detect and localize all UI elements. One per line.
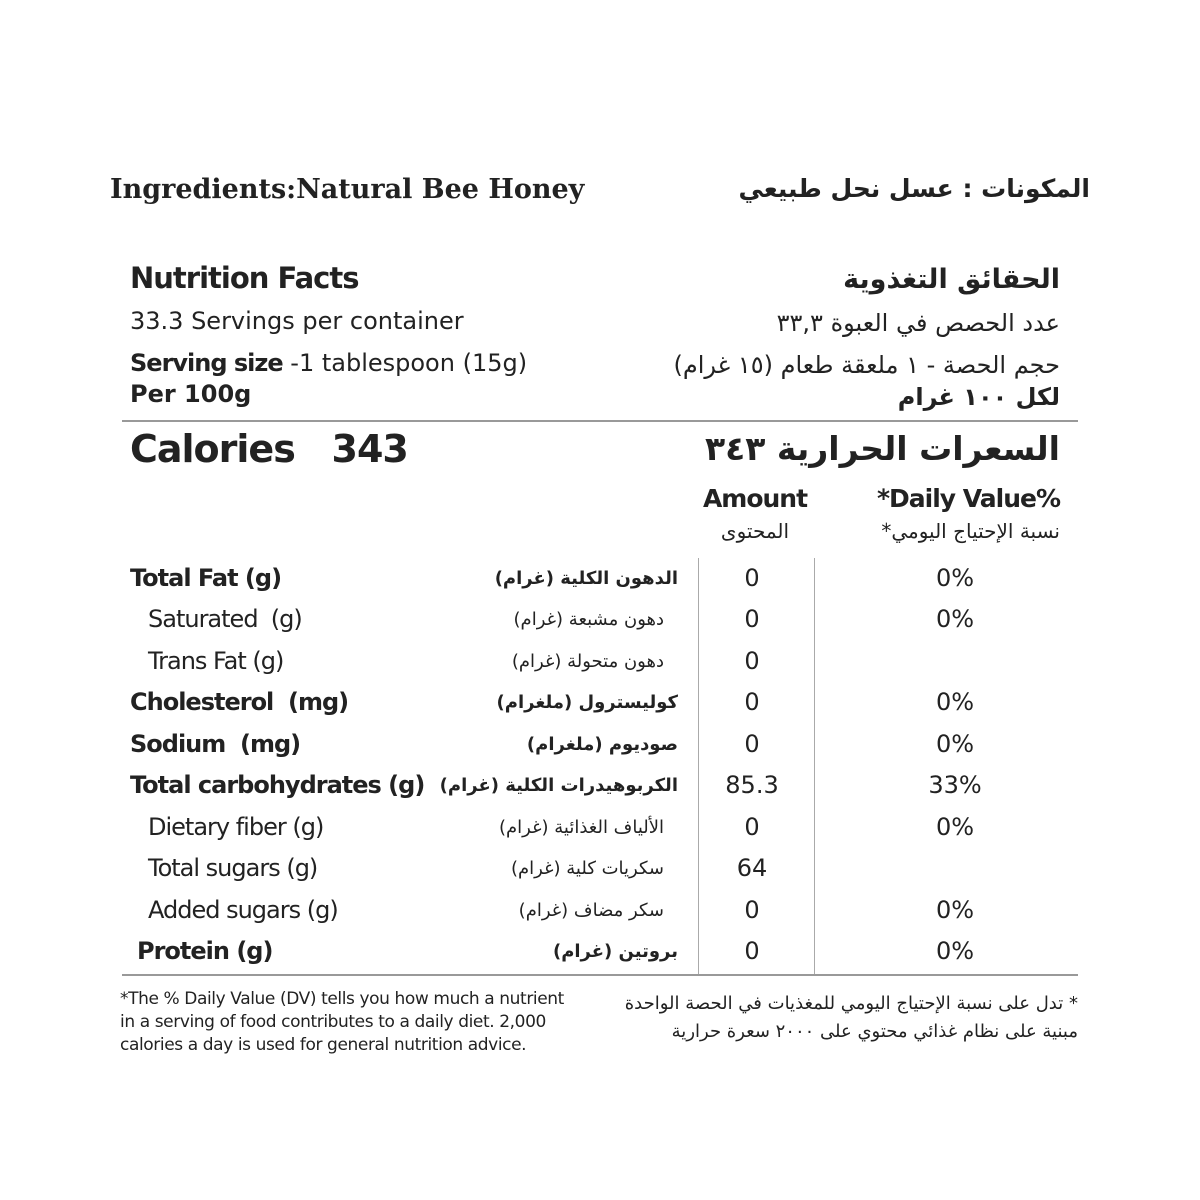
nutrient-label-ar: الدهون الكلية (غرام): [494, 568, 678, 589]
nutrient-row-saturated: [0, 599, 1200, 641]
nutrition-facts-title: Nutrition Facts: [130, 261, 359, 295]
nutrient-amount: 0: [744, 605, 760, 633]
nutrient-amount: 0: [744, 564, 760, 592]
nutrient-row-sodium: [0, 724, 1200, 766]
amount-header-ar: المحتوى: [720, 519, 790, 543]
nutrient-daily-value: 0%: [935, 564, 975, 592]
servings-per-container: 33.3 Servings per container: [130, 307, 464, 335]
nutrient-label-en: Sodium (mg): [130, 730, 301, 758]
nutrient-amount: 64: [736, 854, 768, 882]
amount-column-header: [690, 484, 820, 543]
nutrient-daily-value: 33%: [928, 771, 982, 799]
nutrient-amount: 0: [744, 813, 760, 841]
footnote-en: *The % Daily Value (DV) tells you how much a nutrient in a serving of food contributes to a daily diet. 2,000 calories a day is used for general nutrition advice.: [120, 989, 564, 1055]
nutrient-label-ar: سكر مضاف (غرام): [518, 900, 664, 921]
daily-value-column-header: [820, 484, 1060, 543]
divider-bottom: [122, 974, 1078, 976]
serving-size-value: -1 tablespoon (15g): [282, 349, 528, 377]
daily-value-header-ar: نسبة الإحتياج اليومي*: [881, 519, 1060, 543]
nutrient-row-protein: [0, 931, 1200, 973]
nutrient-row-cholesterol: [0, 682, 1200, 724]
nutrient-daily-value: 0%: [935, 896, 975, 924]
nutrient-amount: 0: [744, 688, 760, 716]
nutrient-row-added-sugars: [0, 890, 1200, 932]
serving-size-label: Serving size: [130, 349, 283, 377]
calories-ar: السعرات الحرارية ٣٤٣: [704, 429, 1060, 468]
nutrient-label-ar: الكربوهيدرات الكلية (غرام): [439, 775, 678, 796]
nutrient-amount: 85.3: [725, 771, 779, 799]
divider-top: [122, 420, 1078, 422]
nutrient-label-ar: الألياف الغذائية (غرام): [498, 817, 664, 838]
amount-header-en: Amount: [702, 484, 808, 513]
nutrient-daily-value: 0%: [935, 937, 975, 965]
nutrient-label-ar: دهون متحولة (غرام): [511, 651, 664, 672]
nutrient-daily-value: 0%: [935, 688, 975, 716]
per-100g: Per 100g: [130, 380, 252, 408]
nutrient-label-en: Total carbohydrates (g): [130, 771, 425, 799]
calories-en: Calories 343: [130, 427, 408, 471]
nutrient-label-en: Protein (g): [137, 937, 273, 965]
nutrient-daily-value: 0%: [935, 730, 975, 758]
nutrient-label-en: Saturated (g): [148, 605, 302, 633]
nutrient-label-ar: كوليسترول (ملغرام): [496, 692, 678, 713]
nutrient-label-en: Total sugars (g): [148, 854, 318, 882]
nutrient-label-ar: صوديوم (ملغرام): [526, 734, 678, 755]
nutrient-daily-value: 0%: [935, 813, 975, 841]
nutrient-label-en: Dietary fiber (g): [148, 813, 324, 841]
nutrient-row-dietary-fiber: [0, 807, 1200, 849]
nutrient-amount: 0: [744, 647, 760, 675]
servings-per-container-ar: عدد الحصص في العبوة ٣٣,٣: [776, 309, 1060, 337]
nutrient-amount: 0: [744, 730, 760, 758]
nutrient-row-total-fat: [0, 558, 1200, 600]
nutrient-label-en: Added sugars (g): [148, 896, 338, 924]
nutrient-amount: 0: [744, 896, 760, 924]
nutrient-label-ar: بروتين (غرام): [552, 941, 678, 962]
nutrient-label-en: Cholesterol (mg): [130, 688, 349, 716]
nutrient-row-trans-fat: [0, 641, 1200, 683]
daily-value-header-en: *Daily Value%: [876, 484, 1060, 513]
serving-size: [130, 351, 527, 375]
nutrient-label-en: Total Fat (g): [130, 564, 282, 592]
nutrient-row-total-carbohydrates: [0, 765, 1200, 807]
nutrient-row-total-sugars: [0, 848, 1200, 890]
ingredients-en: Ingredients:Natural Bee Honey: [110, 174, 585, 205]
nutrient-label-ar: سكريات كلية (غرام): [511, 858, 664, 879]
per-100g-ar: لكل ١٠٠ غرام: [897, 383, 1060, 411]
nutrient-amount: 0: [744, 937, 760, 965]
nutrient-label-en: Trans Fat (g): [148, 647, 284, 675]
nutrient-daily-value: 0%: [935, 605, 975, 633]
nutrient-label-ar: دهون مشبعة (غرام): [513, 609, 664, 630]
footnote-ar: * تدل على نسبة الإحتياج اليومي للمغذيات في الحصة الواحدة مبنية على نظام غذائي محتوي على ٢٠٠٠ سعرة حرارية: [624, 993, 1078, 1042]
nutrition-facts-title-ar: الحقائق التغذوية: [843, 264, 1060, 295]
serving-size-ar: حجم الحصة - ١ ملعقة طعام (١٥ غرام): [673, 351, 1060, 379]
ingredients-ar: المكونات : عسل نحل طبيعي: [738, 174, 1090, 203]
